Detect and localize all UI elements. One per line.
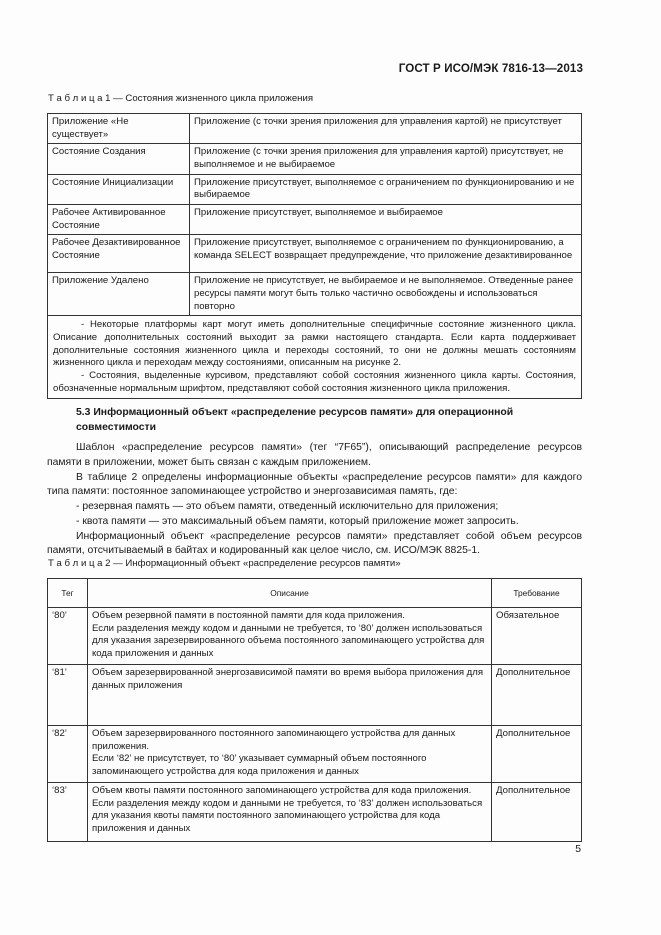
desc-line: Если разделения между кодом и данными не требуется, то ‘83’ должен использоваться для указания квоты памяти постоянного запоминающего устройства для кода приложения и данных xyxy=(92,797,483,835)
body-paragraph: В таблице 2 определены информационные объекты «распределение ресурсов памяти» для каждого типа памяти: постоянное запоминающее устройство и энергозависимая память, где: xyxy=(47,471,582,498)
state-cell: Состояние Инициализации xyxy=(48,174,190,204)
table1-lifecycle-states xyxy=(47,113,582,399)
desc-cell: Приложение присутствует, выполняемое с ограничением по функционированию, а команда SELECT возвращает предупреждение, что приложение дезактивированное xyxy=(190,235,582,273)
desc-line: Объем зарезервированного постоянного запоминающего устройства для данных приложения. xyxy=(92,728,456,752)
state-cell: Рабочее Активированное Состояние xyxy=(48,204,190,234)
table-header-row xyxy=(48,579,582,608)
req-cell: Обязательное xyxy=(492,608,582,665)
tag-cell: ‘83’ xyxy=(48,783,88,842)
column-header-tag: Тег xyxy=(48,579,88,608)
state-cell: Приложение «Не существует» xyxy=(48,114,190,144)
tag-cell: ‘80’ xyxy=(48,608,88,665)
state-cell: Рабочее Дезактивированное Состояние xyxy=(48,235,190,273)
table-row xyxy=(48,726,582,783)
table-row xyxy=(48,235,582,273)
req-cell: Дополнительное xyxy=(492,726,582,783)
desc-cell xyxy=(88,665,492,726)
table-row xyxy=(48,204,582,234)
desc-cell xyxy=(88,783,492,842)
note-paragraph: - Некоторые платформы карт могут иметь дополнительные специфичные состояние жизненного цикла. Описание дополнительных состояний выходит за рамки настоящего стандарта. Если карта поддерживает дополнительные состояния жизненного цикла и переходы состояний, то они не должны мешать состояниям жизненного цикла и переходам между состояниями, описанным на рисунке 2. xyxy=(53,319,576,369)
desc-cell: Приложение присутствует, выполняемое и выбираемое xyxy=(190,204,582,234)
section-body xyxy=(47,441,582,559)
body-paragraph: - резервная память — это объем памяти, отведенный исключительно для приложения; xyxy=(76,501,499,513)
req-cell: Дополнительное xyxy=(492,665,582,726)
desc-cell: Приложение (с точки зрения приложения для управления картой) присутствует, не выполняемое и не выбираемое xyxy=(190,144,582,174)
desc-cell: Приложение присутствует, выполняемое с ограничением по функционированию и не выбираемое xyxy=(190,174,582,204)
tag-cell: ‘82’ xyxy=(48,726,88,783)
desc-line: Если ‘82’ не присутствует, то ‘80’ указывает суммарный объем постоянного запоминающего устройства для кода приложения и данных xyxy=(92,753,427,778)
table-row xyxy=(48,665,582,726)
table1-caption: Т а б л и ц а 1 — Состояния жизненного цикла приложения xyxy=(48,93,314,104)
notes-cell xyxy=(48,316,582,399)
tag-cell: ‘81’ xyxy=(48,665,88,726)
section-heading: 5.3 Информационный объект «распределение ресурсов памяти» для операционной совместимости xyxy=(76,407,514,433)
desc-line: Если разделения между кодом и данными не требуется, то ‘80’ должен использоваться для указания зарезервированного объема постоянного запоминающего устройства для кода приложения и данных xyxy=(92,622,485,660)
table-row xyxy=(48,144,582,174)
desc-cell xyxy=(88,726,492,783)
state-cell: Приложение Удалено xyxy=(48,273,190,316)
note-paragraph: - Состояния, выделенные курсивом, представляют собой состояния жизненного цикла карты. Состояния, обозначенные нормальным шрифтом, представляют собой состояния жизненного цикла приложения. xyxy=(53,369,576,394)
table1-notes xyxy=(48,316,582,399)
desc-cell: Приложение (с точки зрения приложения для управления картой) не присутствует xyxy=(190,114,582,144)
page-number: 5 xyxy=(575,844,581,855)
state-cell: Состояние Создания xyxy=(48,144,190,174)
table-row xyxy=(48,783,582,842)
body-paragraph: Шаблон «распределение ресурсов памяти» (тег “7F65”), описывающий распределение ресурсов памяти в приложении, может быть связан с каждым приложением. xyxy=(47,442,582,468)
table-row xyxy=(48,273,582,316)
desc-cell xyxy=(88,608,492,665)
column-header-description: Описание xyxy=(88,579,492,608)
body-paragraph: Информационный объект «распределение ресурсов памяти» представляет собой объем ресурсов памяти, отсчитываемый в байтах и кодированный как целое число, см. ИСО/МЭК 8825-1. xyxy=(47,530,582,557)
desc-line: Объем квоты памяти постоянного запоминающего устройства для кода приложения. xyxy=(92,785,472,797)
table2-caption: Т а б л и ц а 2 — Информационный объект «распределение ресурсов памяти» xyxy=(48,558,401,569)
table2-memory-resources xyxy=(47,578,582,842)
table-row xyxy=(48,174,582,204)
desc-line: Объем зарезервированной энергозависимой памяти во время выбора приложения для данных приложения xyxy=(92,667,484,691)
body-paragraph: - квота памяти — это максимальный объем памяти, который приложение может запросить. xyxy=(76,515,519,527)
req-cell: Дополнительное xyxy=(492,783,582,842)
desc-cell: Приложение не присутствует, не выбираемое и не выполняемое. Отведенные ранее ресурсы памяти могут быть только частично освобождены и использоваться повторно xyxy=(190,273,582,316)
desc-line: Объем резервной памяти в постоянной памяти для кода приложения. xyxy=(92,610,405,622)
table-row xyxy=(48,608,582,665)
document-code: ГОСТ Р ИСО/МЭК 7816-13—2013 xyxy=(398,62,583,75)
table-row xyxy=(48,114,582,144)
column-header-requirement: Требование xyxy=(492,579,582,608)
